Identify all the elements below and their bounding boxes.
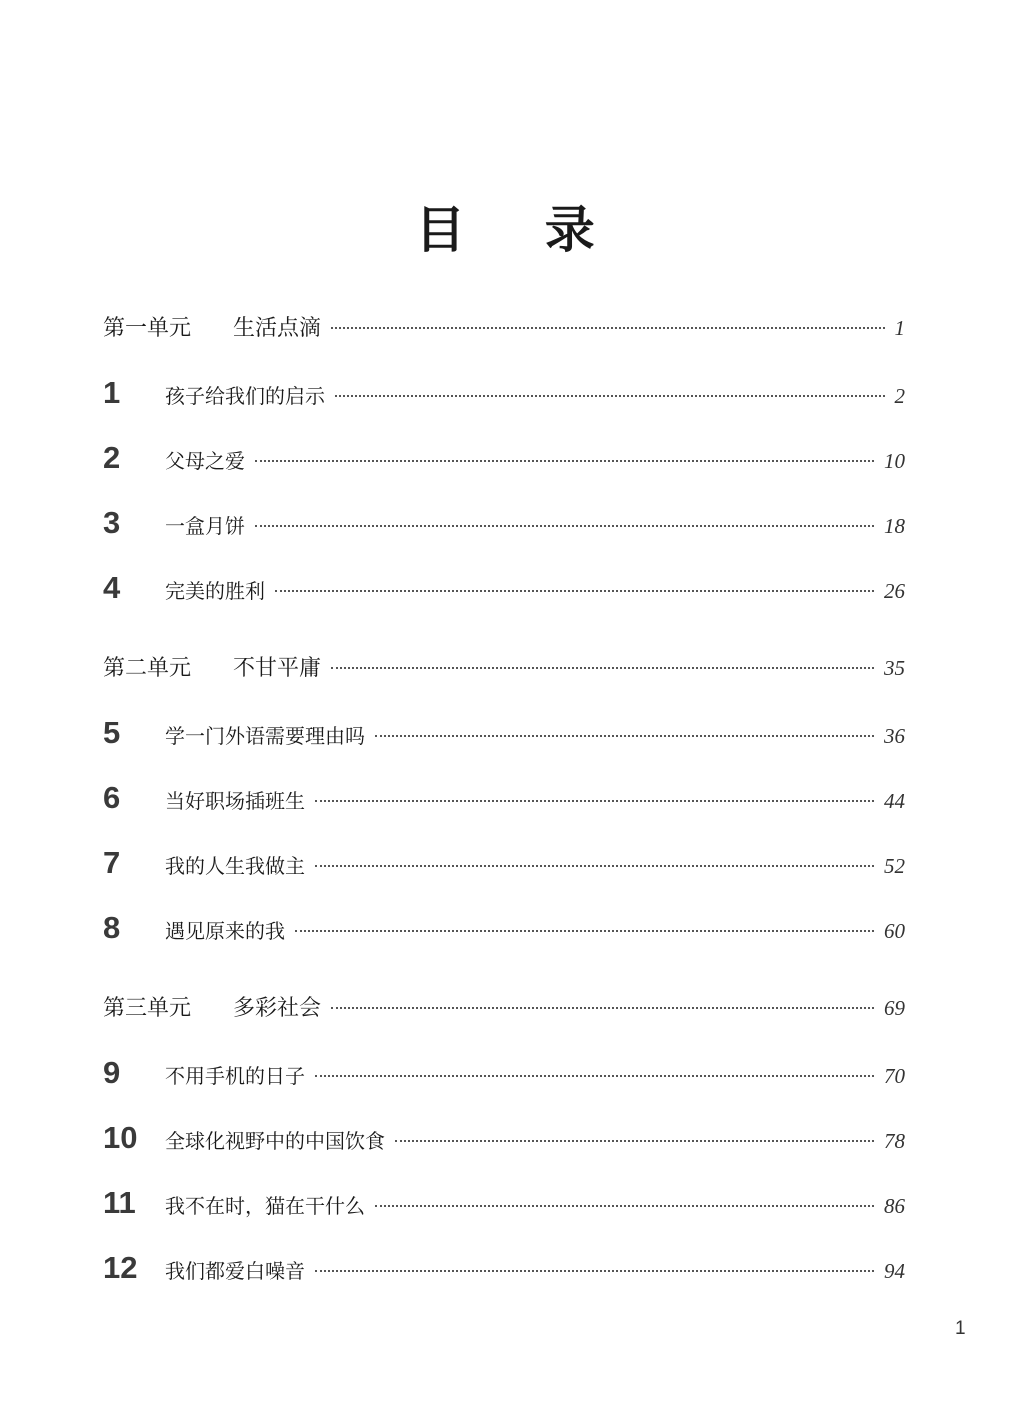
dot-leader [255, 460, 874, 462]
page-number: 70 [884, 1064, 905, 1088]
unit-label: 第二单元 [103, 656, 192, 681]
lesson-title: 不用手机的日子 [165, 1064, 305, 1088]
toc-lesson-entry[interactable] [103, 910, 905, 950]
lesson-number: 3 [103, 505, 121, 540]
dot-leader [331, 667, 874, 669]
lesson-number: 1 [103, 375, 121, 410]
page-number: 86 [884, 1194, 905, 1218]
toc-lesson-entry[interactable] [103, 1055, 905, 1095]
toc-lesson-entry[interactable] [103, 505, 905, 545]
lesson-number: 2 [103, 440, 121, 475]
lesson-number: 10 [103, 1120, 138, 1155]
page-number: 36 [884, 724, 905, 748]
lesson-number: 8 [103, 910, 121, 945]
page-title: 目 录 [415, 201, 595, 259]
unit-name: 多彩社会 [233, 996, 322, 1021]
unit-label: 第三单元 [103, 996, 192, 1021]
toc-lesson-entry[interactable] [103, 570, 905, 610]
page-number: 10 [884, 449, 905, 473]
unit-label: 第一单元 [103, 316, 192, 341]
lesson-number: 5 [103, 715, 121, 750]
page-number: 52 [884, 854, 905, 878]
lesson-title: 遇见原来的我 [165, 919, 285, 943]
page-number: 94 [884, 1259, 905, 1283]
folio-page-number: 1 [955, 1318, 966, 1339]
lesson-title: 父母之爱 [165, 449, 245, 473]
page-number: 78 [884, 1129, 905, 1153]
toc-unit-entry[interactable] [103, 991, 905, 1031]
dot-leader [315, 1270, 874, 1272]
toc-lesson-entry[interactable] [103, 780, 905, 820]
dot-leader [255, 525, 874, 527]
lesson-number: 9 [103, 1055, 121, 1090]
lesson-title: 我不在时，猫在干什么 [165, 1194, 365, 1218]
lesson-title: 学一门外语需要理由吗 [165, 724, 365, 748]
page-number: 26 [884, 579, 905, 603]
toc-lesson-entry[interactable] [103, 1250, 905, 1290]
page-number: 2 [894, 384, 905, 408]
lesson-title: 我的人生我做主 [165, 854, 305, 878]
lesson-title: 完美的胜利 [165, 579, 265, 603]
toc-lesson-entry[interactable] [103, 845, 905, 885]
toc-lesson-entry[interactable] [103, 1185, 905, 1225]
dot-leader [395, 1140, 874, 1142]
toc-unit-entry[interactable] [103, 651, 905, 691]
toc-lesson-entry[interactable] [103, 715, 905, 755]
dot-leader [315, 1075, 874, 1077]
dot-leader [295, 930, 874, 932]
lesson-number: 12 [103, 1250, 138, 1285]
lesson-title: 我们都爱白噪音 [165, 1259, 305, 1283]
lesson-title: 孩子给我们的启示 [165, 384, 325, 408]
lesson-title: 一盒月饼 [165, 514, 245, 538]
toc-lesson-entry[interactable] [103, 375, 905, 415]
page-number: 35 [884, 656, 905, 680]
page-number: 1 [894, 316, 905, 340]
toc-unit-entry[interactable] [103, 311, 905, 351]
toc-lesson-entry[interactable] [103, 1120, 905, 1160]
lesson-number: 11 [103, 1185, 136, 1220]
dot-leader [331, 1007, 874, 1009]
page-number: 18 [884, 514, 905, 538]
lesson-title: 当好职场插班生 [165, 789, 305, 813]
lesson-number: 7 [103, 845, 121, 880]
page-number: 69 [884, 996, 905, 1020]
lesson-title: 全球化视野中的中国饮食 [165, 1129, 385, 1153]
dot-leader [275, 590, 874, 592]
dot-leader [335, 395, 885, 397]
unit-name: 生活点滴 [233, 316, 322, 341]
page-number: 44 [884, 789, 905, 813]
lesson-number: 4 [103, 570, 121, 605]
dot-leader [375, 735, 874, 737]
dot-leader [331, 327, 884, 329]
unit-name: 不甘平庸 [233, 656, 322, 681]
toc-lesson-entry[interactable] [103, 440, 905, 480]
dot-leader [315, 800, 874, 802]
lesson-number: 6 [103, 780, 121, 815]
dot-leader [315, 865, 874, 867]
dot-leader [375, 1205, 874, 1207]
page-number: 60 [884, 919, 905, 943]
